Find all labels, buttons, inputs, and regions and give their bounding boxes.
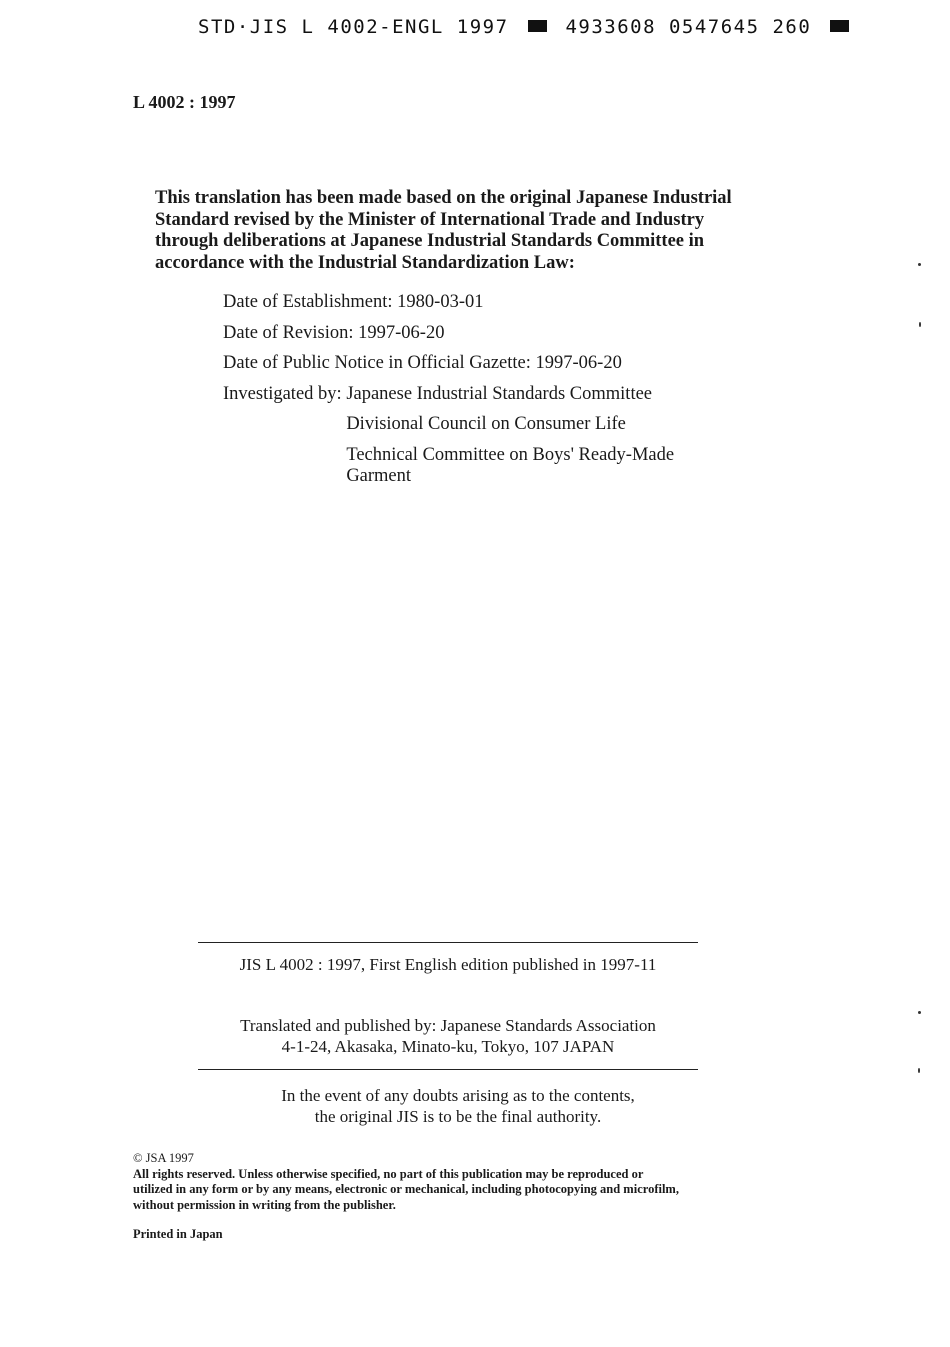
intro-line: through deliberations at Japanese Industrial Standards Committee in	[155, 231, 705, 251]
stamp-code: STD·JIS L 4002-ENGL 1997	[198, 16, 509, 38]
divider-bottom	[198, 1069, 698, 1070]
intro-line: Standard revised by the Minister of International Trade and Industry	[155, 209, 705, 230]
committee-item: Japanese Industrial Standards Committee	[346, 383, 653, 404]
committee-item: Technical Committee on Boys' Ready-Made Garment	[346, 444, 675, 486]
intro-paragraph	[155, 188, 770, 274]
scan-speck	[918, 1068, 920, 1073]
intro-line: accordance with the Industrial Standardization Law:	[155, 252, 575, 273]
edition-note: JIS L 4002 : 1997, First English edition published in 1997-11	[239, 955, 657, 974]
public-notice-date: Date of Public Notice in Official Gazette: 1997-06-20	[223, 353, 622, 373]
rights-line: All rights reserved. Unless otherwise specified, no part of this publication may be reproduced or	[133, 1166, 644, 1181]
publisher-info	[198, 1016, 698, 1057]
revision-date: Date of Revision: 1997-06-20	[223, 322, 445, 343]
committee-item: Divisional Council on Consumer Life	[346, 414, 626, 434]
investigated-list	[346, 384, 736, 497]
standard-number: L 4002 : 1997	[133, 92, 236, 112]
investigated-label: Investigated by:	[223, 383, 342, 404]
stamp-block-mark	[528, 20, 547, 32]
copyright-mark: © JSA 1997	[133, 1151, 194, 1165]
scan-speck	[918, 263, 921, 266]
document-stamp	[198, 16, 855, 38]
scan-speck	[918, 1011, 921, 1014]
authority-note	[198, 1086, 718, 1127]
publisher-address: 4-1-24, Akasaka, Minato-ku, Tokyo, 107 JAPAN	[281, 1036, 615, 1056]
stamp-serial: 4933608 0547645 260	[565, 16, 812, 38]
rights-line: utilized in any form or by any means, electronic or mechanical, including photocopying and microfilm,	[133, 1182, 679, 1196]
rights-line: without permission in writing from the publisher.	[133, 1197, 396, 1212]
authority-line: the original JIS is to be the final authority.	[314, 1106, 602, 1126]
stamp-block-mark-end	[830, 20, 849, 32]
divider-top	[198, 942, 698, 943]
scan-speck	[919, 322, 921, 327]
authority-line: In the event of any doubts arising as to the contents,	[281, 1086, 635, 1105]
intro-line: This translation has been made based on the original Japanese Industrial	[155, 188, 732, 208]
publisher-line: Translated and published by: Japanese Standards Association	[240, 1016, 656, 1035]
copyright-block	[133, 1151, 679, 1213]
standard-facts	[223, 292, 736, 497]
establishment-date: Date of Establishment: 1980-03-01	[223, 292, 484, 312]
investigated-by	[223, 384, 736, 497]
printed-in: Printed in Japan	[133, 1227, 223, 1241]
